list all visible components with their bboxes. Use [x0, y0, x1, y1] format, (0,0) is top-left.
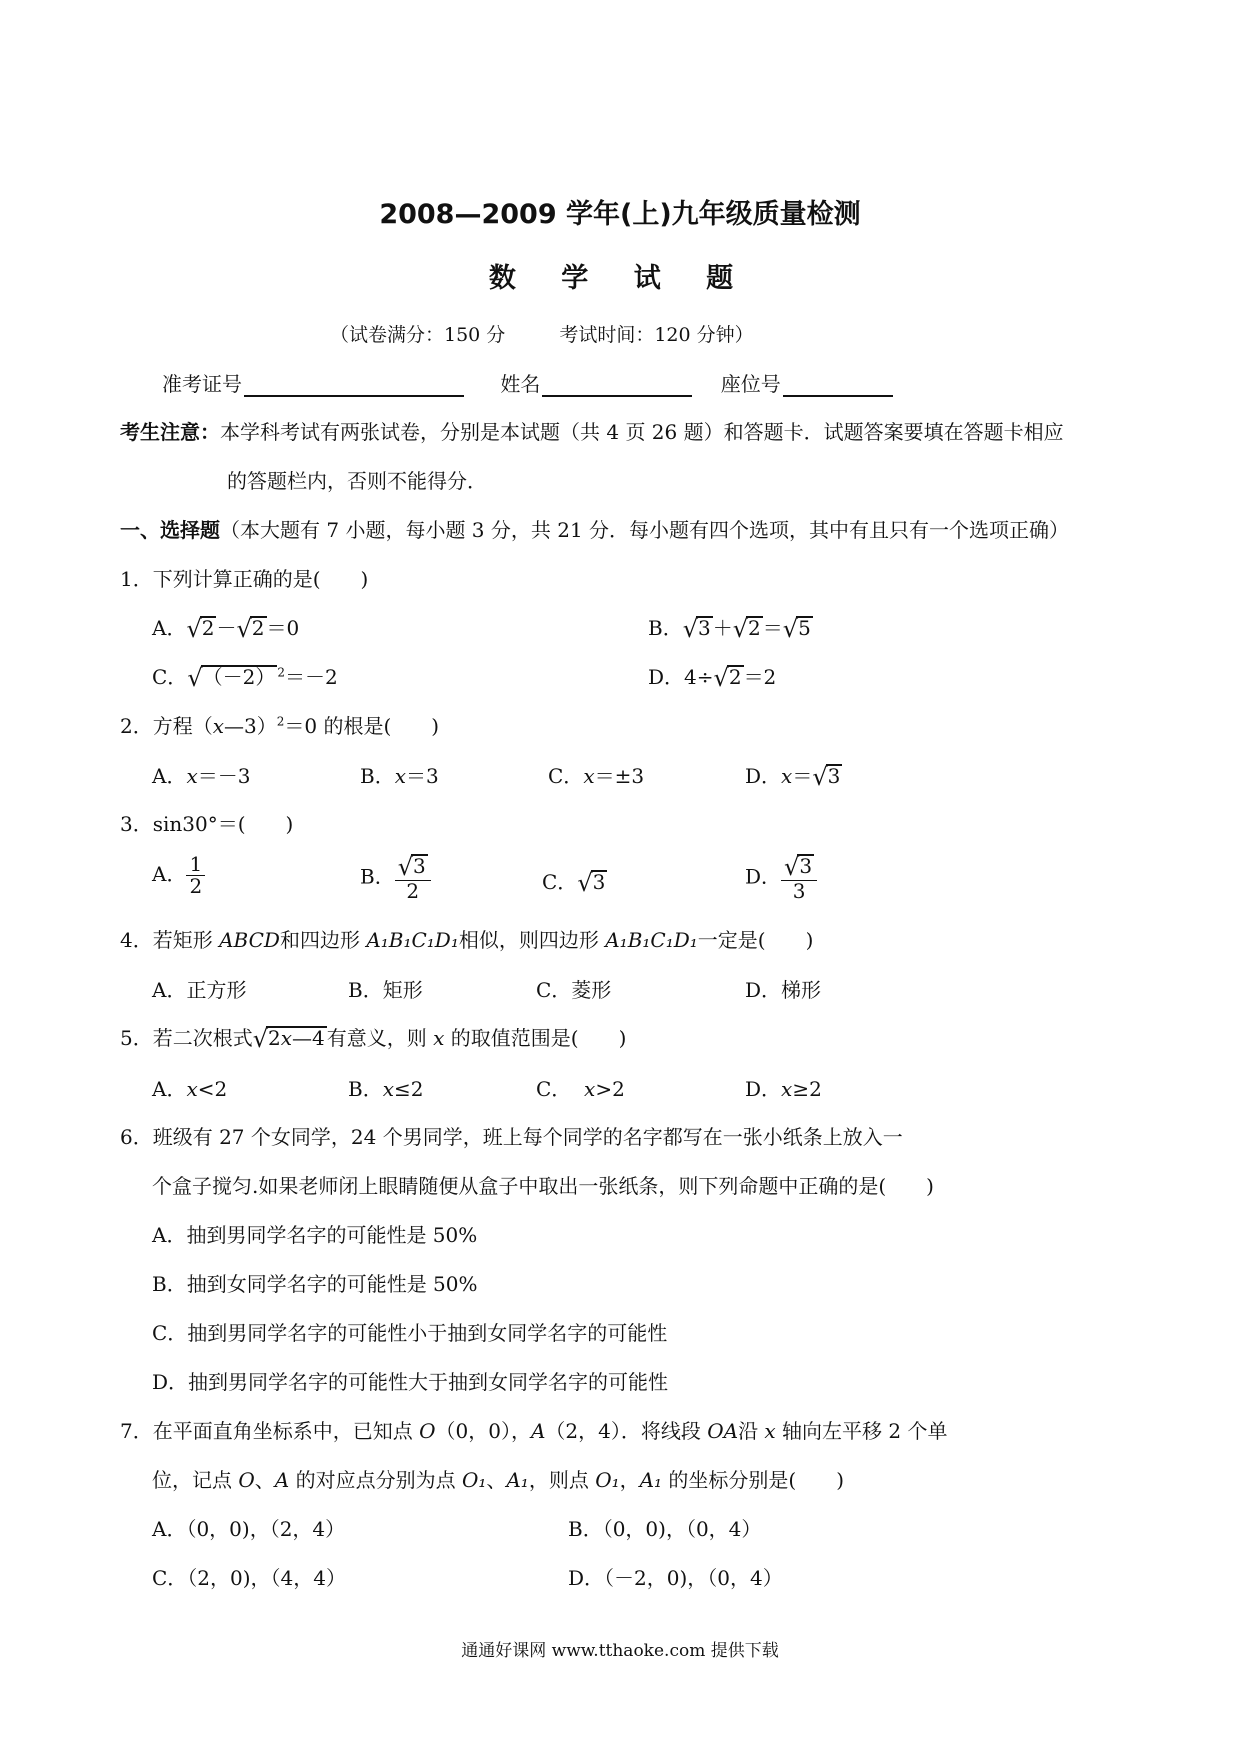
q5-stem: 5．若二次根式√2x—4 有意义，则 x 的取值范围是( ): [120, 1025, 627, 1053]
q3-option-c: C．√3: [542, 869, 606, 897]
q4-option-c: C．菱形: [536, 978, 612, 1002]
q6-option-c: C．抽到男同学名字的可能性小于抽到女同学名字的可能性: [152, 1321, 668, 1345]
full-marks: （试卷满分：150 分: [330, 324, 506, 346]
name-label: 姓名: [500, 372, 541, 396]
q1-option-a: A．√2 －√2 ＝0: [152, 615, 300, 643]
q3-option-b: B． $\frac{√3}{2}$: [360, 854, 431, 902]
q1-option-b: B．√3 ＋√2 ＝√5: [648, 615, 811, 643]
q3-option-d: D． $\frac{√3}{3}$: [745, 854, 817, 902]
q4-stem: 4．若矩形 ABCD和四边形 A₁B₁C₁D₁相似，则四边形 A₁B₁C₁D₁一定是( ): [120, 928, 814, 952]
notice-label: 考生注意：: [120, 420, 220, 444]
q4-option-a: A．正方形: [152, 978, 247, 1002]
q5-option-a: A．x<2: [152, 1077, 228, 1101]
q6-option-d: D．抽到男同学名字的可能性大于抽到女同学名字的可能性: [152, 1370, 669, 1394]
q7-stem-line2: 位，记点 O、A 的对应点分别为点 O₁、A₁，则点 O₁，A₁ 的坐标分别是( ): [152, 1468, 845, 1492]
exam-subtitle: 数 学 试 题: [488, 263, 752, 294]
exam-id-blank: [244, 375, 464, 397]
section-desc: （本大题有 7 小题，每小题 3 分，共 21 分．每小题有四个选项，其中有且只有一个选项正确）: [220, 518, 1070, 542]
exam-time: 考试时间：120 分钟）: [559, 324, 754, 346]
seat-field: [721, 368, 893, 397]
seat-label: 座位号: [720, 372, 781, 396]
q2-option-b: B．x＝3: [360, 764, 439, 788]
exam-id-field: [162, 368, 464, 397]
notice: [120, 416, 1064, 445]
q5-option-b: B．x≤2: [348, 1077, 424, 1101]
q4-option-d: D．梯形: [745, 978, 822, 1002]
q1-stem: 1．下列计算正确的是( ): [120, 567, 369, 591]
q2-option-d: D．x＝√3: [745, 763, 841, 791]
q7-option-d: D．（－2，0)，（0，4）: [568, 1566, 783, 1590]
q6-option-a: A．抽到男同学名字的可能性是 50%: [152, 1223, 478, 1247]
q5-option-d: D．x≥2: [745, 1077, 822, 1101]
seat-blank: [783, 375, 893, 397]
q6-stem-line2: 个盒子搅匀.如果老师闭上眼睛随便从盒子中取出一张纸条，则下列命题中正确的是( ): [152, 1174, 934, 1198]
q2-option-a: A．x＝－3: [152, 764, 251, 788]
section-label: 一、选择题: [120, 518, 220, 542]
q1-option-c: C．√（－2） $^2$＝－2: [152, 664, 338, 692]
q7-option-c: C．（2，0)，（4，4）: [152, 1566, 347, 1590]
q4-option-b: B．矩形: [348, 978, 423, 1002]
q1-option-d: D．4÷√2 ＝2: [648, 664, 777, 692]
footer-source: 通通好课网 www.tthaoke.com 提供下载: [461, 1641, 779, 1661]
q3-option-a: A． $\frac{1}{2}$: [152, 854, 205, 897]
notice-line1: 本学科考试有两张试卷，分别是本试题（共 4 页 26 题）和答题卡．试题答案要填在答题卡相应: [220, 420, 1064, 444]
q2-stem: 2．方程（x—3）$^2$＝0 的根是( ): [120, 714, 440, 738]
exam-meta: [330, 320, 754, 347]
exam-title: 2008—2009 学年(上)九年级质量检测: [379, 199, 861, 230]
section-heading: [120, 514, 1069, 543]
q7-option-a: A．（0，0)，（2，4）: [152, 1517, 346, 1541]
exam-id-label: 准考证号: [162, 372, 242, 396]
q2-option-c: C．x＝±3: [548, 764, 645, 788]
q6-option-b: B．抽到女同学名字的可能性是 50%: [152, 1272, 478, 1296]
q6-stem-line1: 6．班级有 27 个女同学，24 个男同学，班上每个同学的名字都写在一张小纸条上放入一: [120, 1125, 903, 1149]
q3-stem: 3．sin30°＝( ): [120, 812, 294, 836]
q7-option-b: B．（0，0)，（0，4）: [568, 1517, 762, 1541]
name-field: [500, 368, 692, 397]
candidate-fields: [162, 368, 893, 397]
q5-option-c: C． x>2: [536, 1077, 625, 1101]
q7-stem-line1: 7．在平面直角坐标系中，已知点 O（0，0），A（2，4）．将线段 OA沿 x 轴向左平移 2 个单: [120, 1419, 948, 1443]
notice-line2: 的答题栏内，否则不能得分．: [227, 469, 487, 493]
name-blank: [542, 375, 692, 397]
